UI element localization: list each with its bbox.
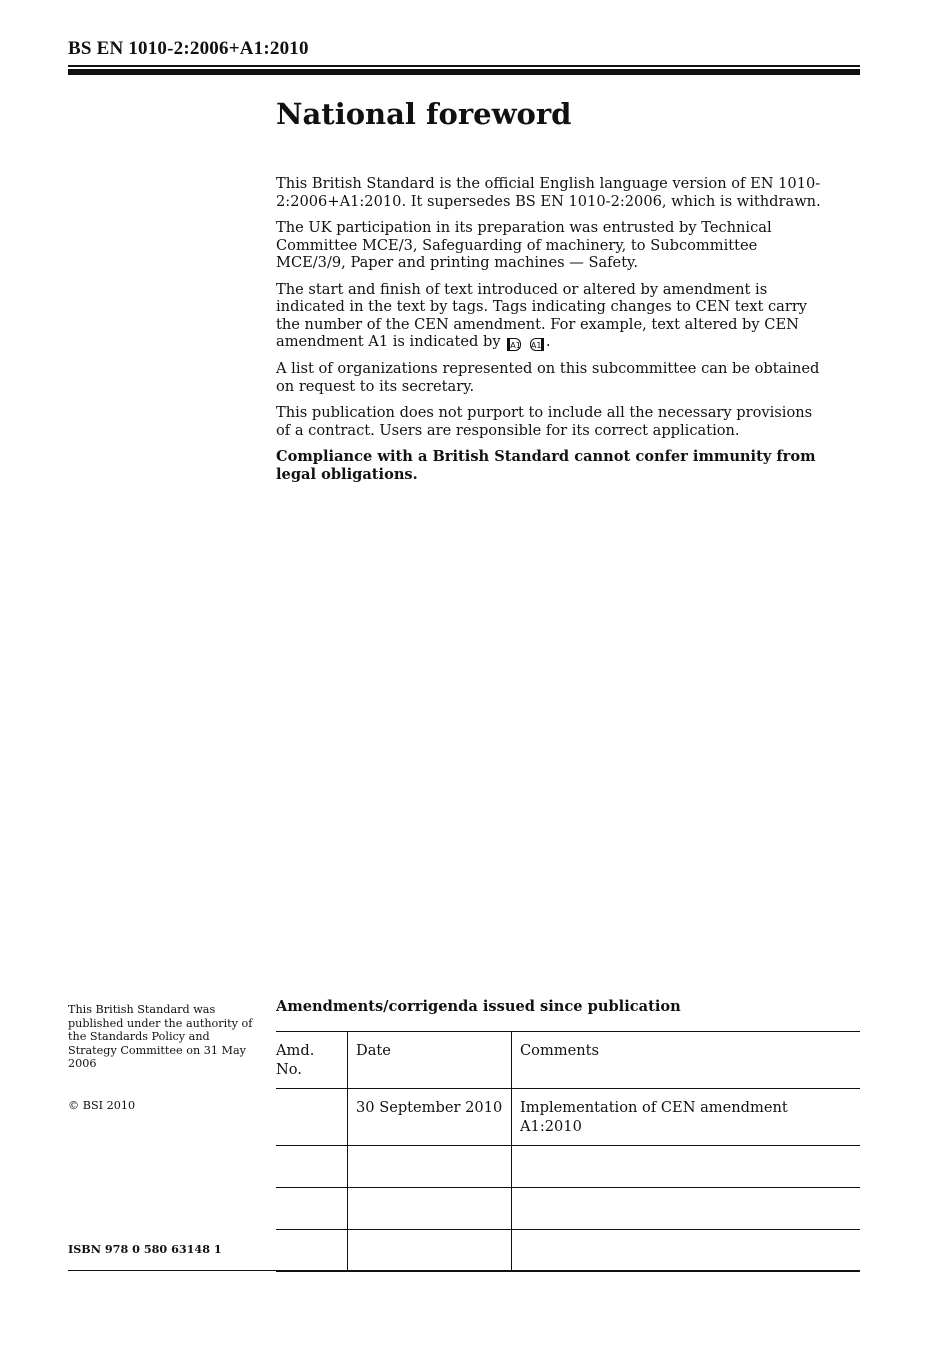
table-cell <box>348 1230 512 1272</box>
compliance-statement: Compliance with a British Standard cannot confer immunity from legal obligations. <box>276 448 816 483</box>
paragraph-supersedes: This British Standard is the official English language version of EN 1010-2:2006+A1:2010. It supersedes BS EN 1010-2:2006, which is withdrawn. <box>276 175 821 210</box>
paragraph-contract: This publication does not purport to include all the necessary provisions of a contract. Users are responsible for its correct application. <box>276 404 813 439</box>
isbn: ISBN 978 0 580 63148 1 <box>68 1242 222 1256</box>
footer-rule <box>68 1270 860 1271</box>
copyright-notice: © BSI 2010 <box>68 1099 136 1112</box>
table-cell <box>512 1188 861 1230</box>
table-cell: Implementation of CEN amendment A1:2010 <box>512 1089 861 1146</box>
paragraph-organizations: A list of organizations represented on this subcommittee can be obtained on request to its secretary. <box>276 360 820 395</box>
table-cell <box>512 1146 861 1188</box>
page-title: National foreword <box>276 97 572 131</box>
amendment-start-tag-icon: A1 <box>507 338 521 351</box>
foreword-body <box>276 175 824 492</box>
amendment-tags-suffix: . <box>545 333 551 350</box>
table-cell <box>348 1188 512 1230</box>
table-cell: 30 September 2010 <box>348 1089 512 1146</box>
paragraph-committee: The UK participation in its preparation was entrusted by Technical Committee MCE/3, Safeguarding of machinery, to Subcommittee MCE/3/9, Paper and printing machines — Safety. <box>276 219 772 271</box>
table-cell <box>276 1230 348 1272</box>
table-cell <box>276 1146 348 1188</box>
table-row <box>276 1188 860 1230</box>
table-cell <box>276 1089 348 1146</box>
standard-code: BS EN 1010-2:2006+A1:2010 <box>68 38 309 59</box>
header-rule-thin <box>68 65 860 67</box>
amendments-table <box>276 1031 860 1272</box>
column-header-comments: Comments <box>512 1032 861 1089</box>
table-cell <box>348 1146 512 1188</box>
header-rule-thick <box>68 69 860 75</box>
amendment-tags-text: The start and finish of text introduced or altered by amendment is indicated in the text by tags. Tags indicating changes to CEN text carry the number of the CEN amendment. For example, text altered by CEN amendment A1 is indicated by <box>276 280 808 350</box>
publication-authority-note: This British Standard was published under the authority of the Standards Policy and Strategy Committee on 31 May 2006 <box>68 1003 253 1070</box>
table-row <box>276 1146 860 1188</box>
paragraph-amendment-tags <box>276 281 824 352</box>
table-row <box>276 1230 860 1272</box>
table-header-row <box>276 1032 860 1089</box>
table-row <box>276 1089 860 1146</box>
column-header-date: Date <box>348 1032 512 1089</box>
table-cell <box>512 1230 861 1272</box>
amendments-heading: Amendments/corrigenda issued since publication <box>276 998 681 1015</box>
table-cell <box>276 1188 348 1230</box>
amendment-end-tag-icon: A1 <box>530 338 544 351</box>
column-header-amd-no: Amd. No. <box>276 1032 348 1089</box>
